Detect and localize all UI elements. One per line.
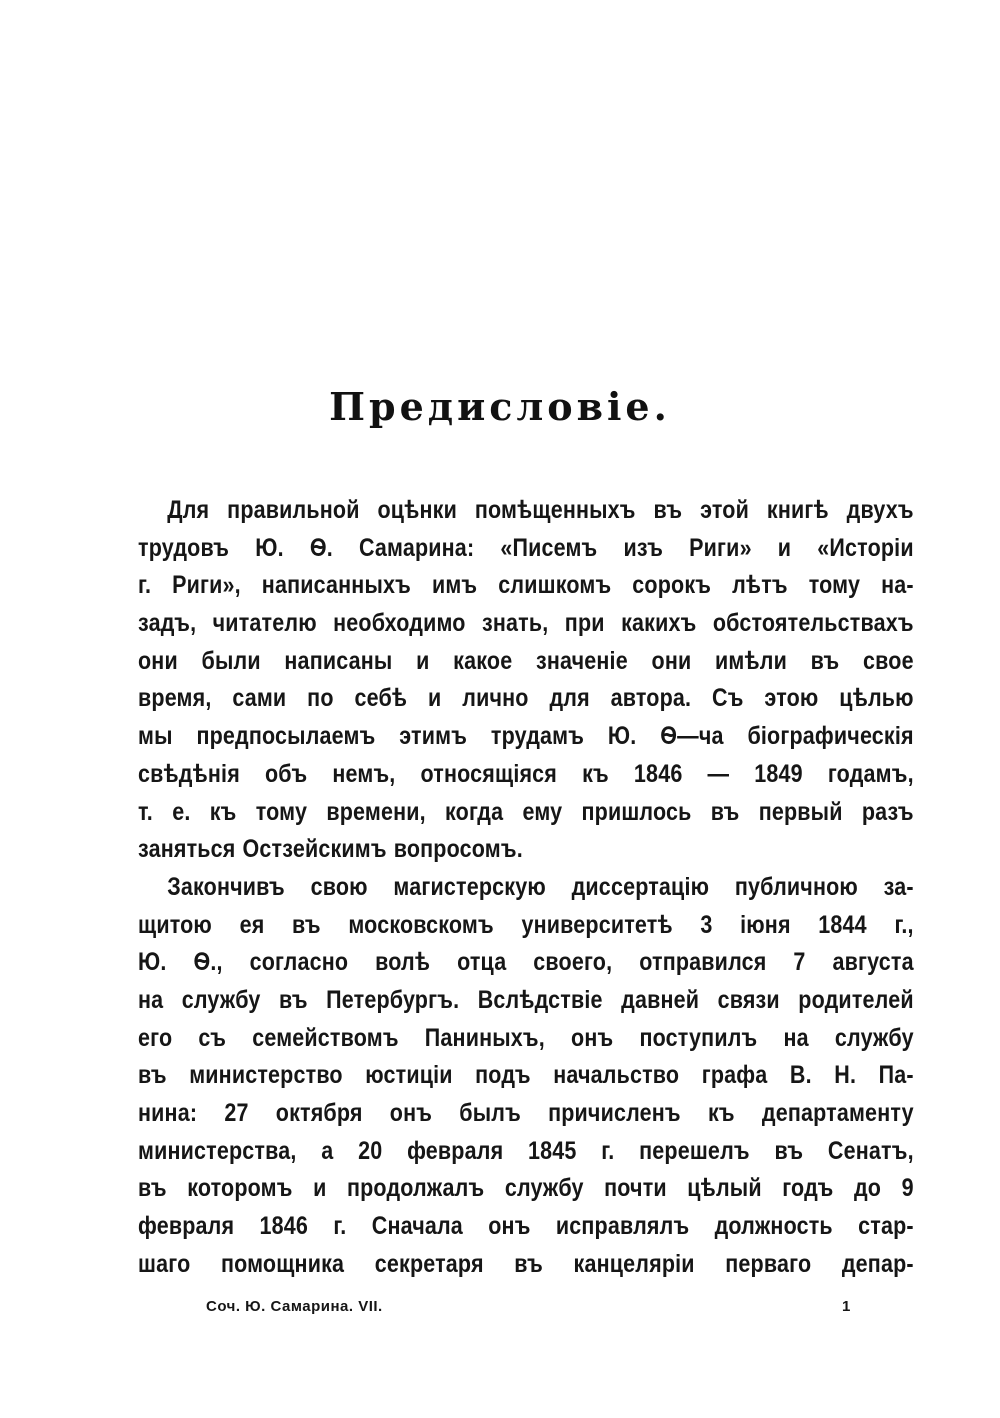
text-line: они были написаны и какое значеніе они имѣли въ свое (138, 646, 914, 675)
printer-signature: Соч. Ю. Самарина. VII. (206, 1298, 383, 1315)
text-line: министерства, а 20 февраля 1845 г. перешелъ въ Сенатъ, (138, 1136, 914, 1165)
text-line: мы предпосылаемъ этимъ трудамъ Ю. Ѳ—ча біографическія (138, 722, 914, 751)
text-line: заняться Остзейскимъ вопросомъ. (138, 835, 523, 864)
text-line: г. Риги», написанныхъ имъ слишкомъ сорокъ лѣтъ тому на- (138, 571, 914, 600)
text-line: щитою ея въ московскомъ университетѣ 3 іюня 1844 г., (138, 910, 914, 939)
body-text (138, 492, 914, 1283)
sheet-number: 1 (842, 1298, 851, 1315)
text-line: нина: 27 октября онъ былъ причисленъ къ департаменту (138, 1099, 914, 1127)
text-line: время, сами по себѣ и лично для автора. Съ этою цѣлью (138, 684, 914, 713)
text-line: Для правильной оцѣнки помѣщенныхъ въ этой книгѣ двухъ (167, 496, 914, 524)
page-title: Предисловіе. (329, 384, 671, 429)
text-line: его съ семействомъ Паниныхъ, онъ поступилъ на службу (138, 1023, 914, 1052)
text-line: задъ, читателю необходимо знать, при какихъ обстоятельствахъ (138, 609, 914, 638)
page-footer (206, 1298, 856, 1328)
paragraph-1 (138, 492, 914, 869)
text-line: въ министерство юстиціи подъ начальство графа В. Н. Па- (138, 1061, 914, 1090)
text-line: шаго помощника секретаря въ канцеляріи перваго депар- (138, 1249, 914, 1278)
text-line: Ю. Ѳ., согласно волѣ отца своего, отправился 7 августа (138, 948, 914, 977)
text-line: февраля 1846 г. Сначала онъ исправлялъ должность стар- (138, 1212, 914, 1241)
paragraph-2 (138, 869, 914, 1284)
text-line: Закончивъ свою магистерскую диссертацію публичною за- (167, 872, 914, 901)
text-line: т. е. къ тому времени, когда ему пришлось въ первый разъ (138, 797, 914, 826)
text-line: свѣдѣнія объ немъ, относящіяся къ 1846 — 1849 годамъ, (138, 759, 914, 788)
text-line: въ которомъ и продолжалъ службу почти цѣлый годъ до 9 (138, 1174, 914, 1203)
text-line: трудовъ Ю. Ѳ. Самарина: «Писемъ изъ Риги» и «Исторіи (138, 533, 914, 562)
text-line: на службу въ Петербургъ. Вслѣдствіе давней связи родителей (138, 985, 914, 1014)
